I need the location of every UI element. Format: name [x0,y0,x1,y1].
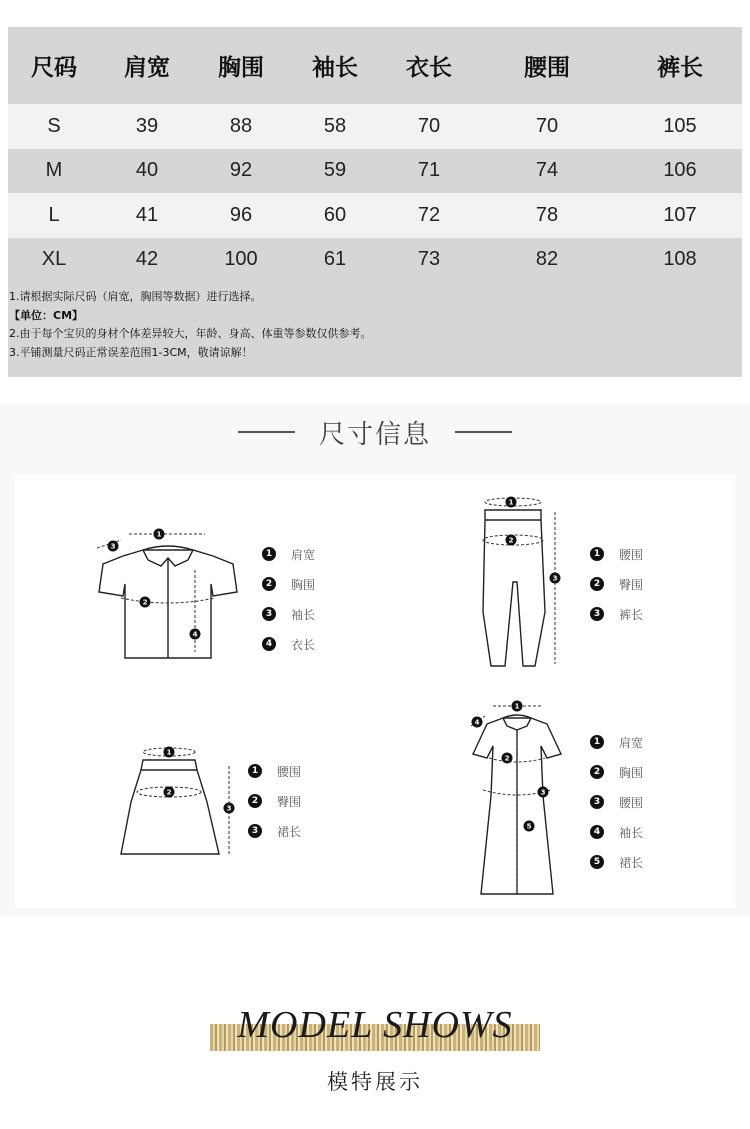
svg-text:2: 2 [142,598,148,607]
table-cell: 107 [663,203,697,226]
size-table-header [8,27,742,104]
svg-text:2: 2 [166,788,172,797]
header-sleeve: 袖长 [312,55,358,81]
pants-legend [590,544,643,634]
table-cell: 72 [417,203,441,226]
shirt-legend [262,544,315,664]
size-info-title: 尺寸信息 [318,419,431,450]
header-size: 尺码 [31,55,77,81]
number-1-icon: 1 [590,735,604,749]
number-2-icon: 2 [248,794,262,808]
table-cell: L [48,203,60,226]
skirt-diagram [115,742,235,868]
table-cell: 70 [535,114,559,137]
number-3-icon: 3 [248,824,262,838]
size-table [8,27,742,377]
legend-item: 1 肩宽 [262,544,315,564]
header-chest: 胸围 [218,55,264,81]
legend-item: 2 胸围 [590,762,643,782]
table-cell: 105 [663,114,697,137]
legend-item: 2 臀围 [590,574,643,594]
table-cell: 78 [535,203,559,226]
number-3-icon: 3 [590,607,604,621]
legend-item: 4 衣长 [262,634,315,654]
table-cell: 40 [135,159,159,182]
table-row [8,238,742,283]
note-1: 1.请根据实际尺码（肩宽，胸围等数据）进行选择。 [9,290,262,303]
table-cell: S [47,114,61,137]
divider-right [455,431,512,433]
model-shows-subtitle: 模特展示 [327,1070,423,1094]
legend-item: 3 袖长 [262,604,315,624]
svg-text:3: 3 [552,574,558,583]
table-cell: 71 [417,159,441,182]
header-pants-length: 裤长 [657,55,703,81]
legend-item: 2 胸围 [262,574,315,594]
number-4-icon: 4 [590,825,604,839]
table-cell: 100 [224,248,258,271]
svg-text:3: 3 [110,542,116,551]
table-cell: 73 [417,248,441,271]
legend-item: 3 腰围 [590,792,643,812]
table-cell: 108 [663,248,697,271]
svg-text:1: 1 [508,498,514,507]
number-1-icon: 1 [248,764,262,778]
table-row [8,104,742,149]
svg-text:3: 3 [226,804,232,813]
note-2: 2.由于每个宝贝的身材个体差异较大，年龄、身高、体重等参数仅供参考。 [9,327,372,341]
table-cell: 59 [323,159,347,182]
header-length: 衣长 [406,55,452,81]
header-waist: 腰围 [524,55,570,81]
note-3: 3.平铺测量尺码正常误差范围1-3CM，敬请谅解！ [9,345,253,359]
table-cell: 61 [323,248,347,271]
size-info-heading [0,412,750,452]
legend-item: 5 裙长 [590,852,643,872]
table-cell: 60 [323,203,347,226]
svg-text:2: 2 [508,536,514,545]
svg-text:4: 4 [192,630,198,639]
legend-item: 3 裤长 [590,604,643,624]
number-2-icon: 2 [262,577,276,591]
table-row [8,193,742,238]
svg-text:1: 1 [166,748,172,757]
svg-text:4: 4 [474,718,480,727]
legend-item: 1 腰围 [590,544,643,564]
dress-diagram [467,696,567,896]
table-cell: M [45,159,63,182]
table-cell: XL [41,248,67,271]
table-cell: 58 [323,114,347,137]
pants-diagram [475,492,565,672]
legend-item: 3 裙长 [248,821,301,841]
table-cell: 96 [229,203,253,226]
legend-item: 2 臀围 [248,791,301,811]
skirt-legend [248,761,301,851]
number-2-icon: 2 [590,765,604,779]
table-cell: 106 [663,159,697,182]
unit-note: 【单位：CM】 [9,308,84,322]
header-shoulder: 肩宽 [124,55,170,81]
number-5-icon: 5 [590,855,604,869]
model-shows-title: MODEL SHOWS [237,1004,513,1046]
number-1-icon: 1 [590,547,604,561]
table-cell: 39 [135,114,159,137]
svg-text:2: 2 [504,754,510,763]
table-cell: 92 [229,159,253,182]
number-1-icon: 1 [262,547,276,561]
size-notes [8,282,742,377]
table-row [8,149,742,194]
table-cell: 70 [417,114,441,137]
measurement-diagram-card [15,474,735,908]
legend-item: 1 肩宽 [590,732,643,752]
svg-text:5: 5 [526,822,532,831]
legend-item: 1 腰围 [248,761,301,781]
svg-text:1: 1 [514,702,520,711]
number-4-icon: 4 [262,637,276,651]
table-cell: 42 [135,248,159,271]
number-3-icon: 3 [590,795,604,809]
svg-text:3: 3 [540,788,546,797]
table-cell: 82 [535,248,559,271]
dress-legend [590,732,643,882]
legend-item: 4 袖长 [590,822,643,842]
svg-text:1: 1 [156,530,162,539]
number-2-icon: 2 [590,577,604,591]
table-cell: 41 [135,203,159,226]
table-cell: 74 [535,159,559,182]
divider-left [238,431,295,433]
shirt-diagram [93,522,243,664]
number-3-icon: 3 [262,607,276,621]
table-cell: 88 [229,114,253,137]
